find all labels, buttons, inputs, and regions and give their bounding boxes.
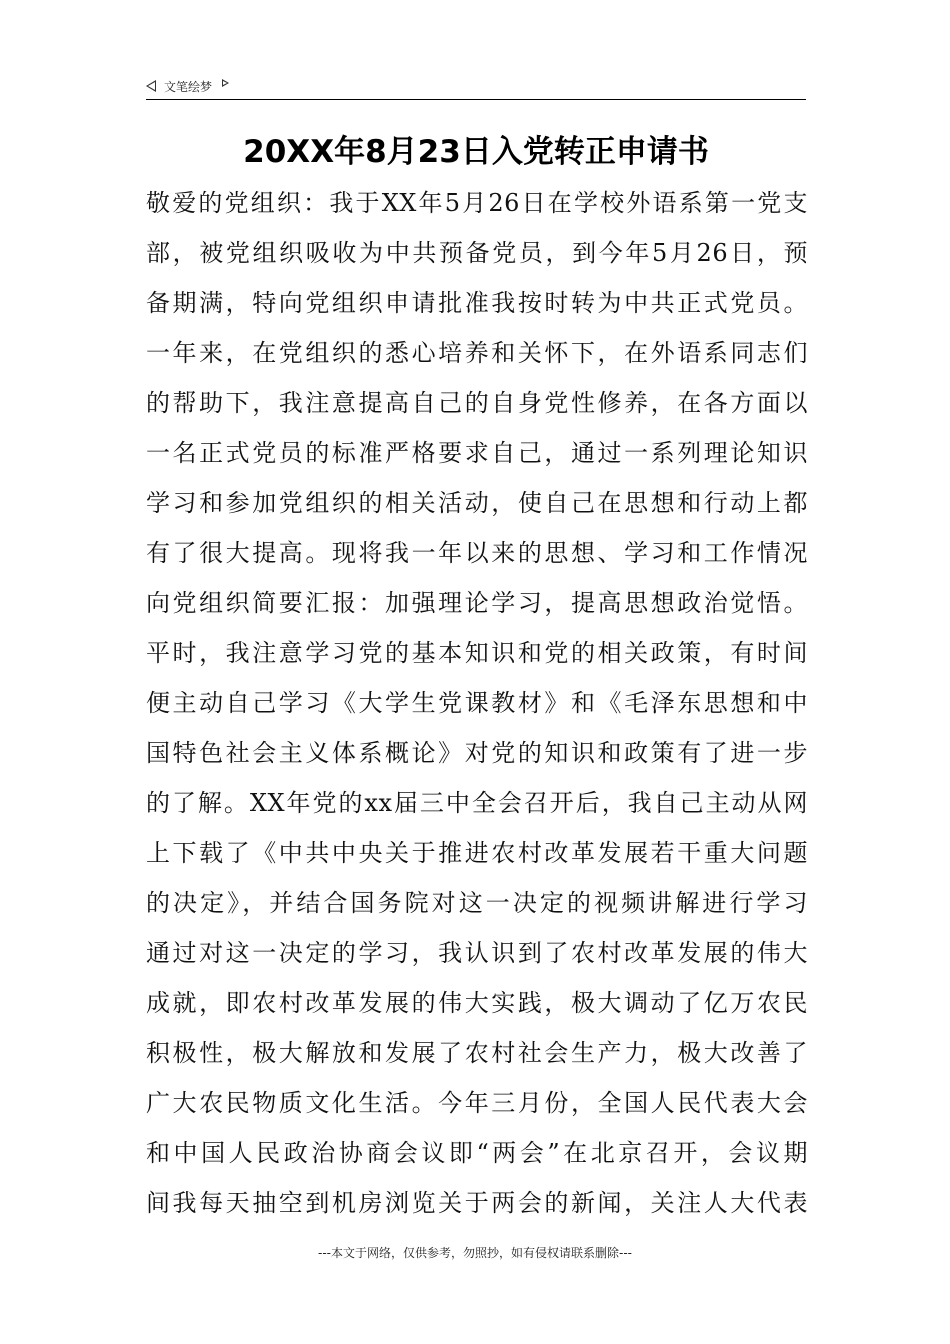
body-line: 国特色社会主义体系概论》对党的知识和政策有了进一步	[146, 739, 808, 767]
header-brand: 文笔绘梦	[164, 79, 213, 94]
triangle-left-icon	[146, 80, 156, 92]
body-line: 敬爱的党组织：我于XX年5月26日在学校外语系第一党支	[146, 189, 808, 217]
triangle-right-icon	[222, 79, 229, 87]
body-line: 向党组织简要汇报：加强理论学习，提高思想政治觉悟。	[146, 589, 808, 617]
body-line: 通过对这一决定的学习，我认识到了农村改革发展的伟大	[146, 939, 808, 967]
body-line: 的决定》，并结合国务院对这一决定的视频讲解进行学习	[146, 889, 808, 917]
body-line: 一年来，在党组织的悉心培养和关怀下，在外语系同志们	[146, 339, 808, 367]
body-line: 有了很大提高。现将我一年以来的思想、学习和工作情况	[146, 539, 808, 567]
body-line: 积极性，极大解放和发展了农村社会生产力，极大改善了	[146, 1039, 808, 1067]
body-line: 学习和参加党组织的相关活动，使自己在思想和行动上都	[146, 489, 808, 517]
body-line: 上下载了《中共中央关于推进农村改革发展若干重大问题	[146, 839, 808, 867]
page-footer-notice: ---本文于网络，仅供参考，勿照抄，如有侵权请联系删除---	[318, 1246, 632, 1260]
body-line: 成就，即农村改革发展的伟大实践，极大调动了亿万农民	[146, 989, 808, 1017]
body-line: 部，被党组织吸收为中共预备党员，到今年5月26日，预	[146, 239, 808, 267]
document-body	[146, 178, 808, 1228]
page-header	[146, 74, 806, 98]
header-divider	[146, 99, 806, 100]
document-title: 20XX年8月23日入党转正申请书	[243, 134, 709, 170]
body-line: 便主动自己学习《大学生党课教材》和《毛泽东思想和中	[146, 689, 808, 717]
body-line: 和中国人民政治协商会议即“两会”在北京召开，会议期	[146, 1139, 808, 1167]
body-line: 间我每天抽空到机房浏览关于两会的新闻，关注人大代表	[146, 1189, 808, 1217]
body-line: 的了解。XX年党的xx届三中全会召开后，我自己主动从网	[146, 789, 808, 817]
body-line: 的帮助下，我注意提高自己的自身党性修养，在各方面以	[146, 389, 808, 417]
body-line: 广大农民物质文化生活。今年三月份，全国人民代表大会	[146, 1089, 808, 1117]
body-line: 平时，我注意学习党的基本知识和党的相关政策，有时间	[146, 639, 808, 667]
body-line: 一名正式党员的标准严格要求自己，通过一系列理论知识	[146, 439, 808, 467]
body-line: 备期满，特向党组织申请批准我按时转为中共正式党员。	[146, 289, 808, 317]
